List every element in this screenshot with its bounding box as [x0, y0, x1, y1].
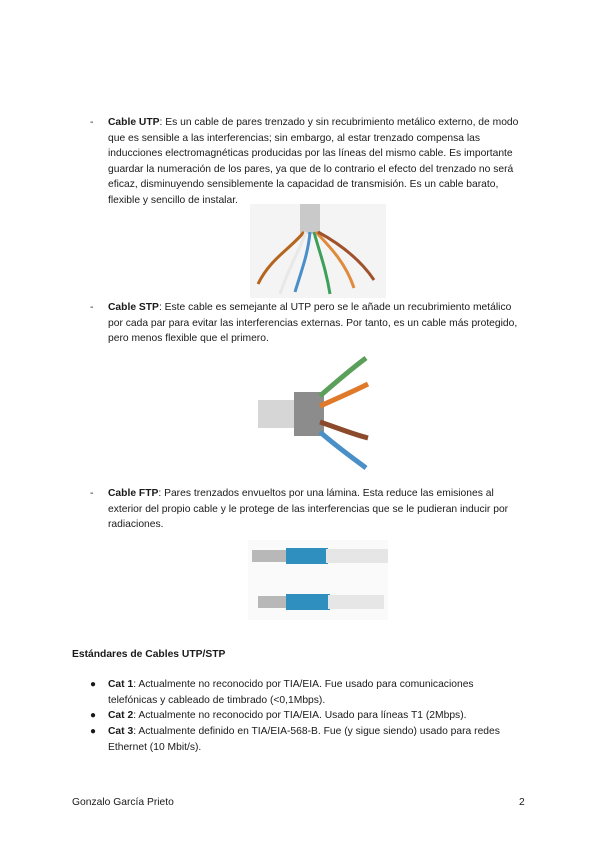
standard-term: Cat 3: [108, 726, 134, 737]
standard-description: : Actualmente no reconocido por TIA/EIA. Fue usado para comunicaciones telefónicas y cableado de timbrado (<0,1Mbps).: [108, 679, 474, 706]
bullet-icon: ●: [90, 679, 97, 690]
utp-description: : Es un cable de pares trenzado y sin recubrimiento metálico externo, de modo que es sensible a las interferencias; sin embargo, al estar trenzado compensa las inducciones electromagnéticas producidas por las líneas del mismo cable. Es importante guardar la numeración de los pares, ya que de lo contrario el efecto del trenzado no será eficaz, disminuyendo sensiblemente la capacidad de transmisión. Es un cable barato, flexible y sencillo de instalar.: [108, 117, 519, 206]
list-dash: -: [90, 488, 94, 499]
standard-item-cat1: [108, 677, 518, 708]
ftp-cable-photo: [248, 540, 388, 620]
page-number: 2: [519, 797, 525, 808]
stp-paragraph: [108, 300, 528, 347]
standard-term: Cat 1: [108, 679, 134, 690]
utp-term: Cable UTP: [108, 117, 160, 128]
list-dash: -: [90, 302, 94, 313]
standard-description: : Actualmente definido en TIA/EIA-568-B. Fue (y sigue siendo) usado para redes Ethernet (10 Mbit/s).: [108, 726, 500, 753]
bullet-icon: ●: [90, 710, 97, 721]
standard-description: : Actualmente no reconocido por TIA/EIA. Usado para líneas T1 (2Mbps).: [133, 710, 467, 721]
standard-item-cat2: [108, 708, 518, 724]
standard-term: Cat 2: [108, 710, 134, 721]
utp-cable-photo: [250, 204, 386, 298]
standard-item-cat3: [108, 724, 518, 755]
ftp-term: Cable FTP: [108, 488, 159, 499]
stp-cable-photo: [258, 352, 373, 474]
ftp-paragraph: [108, 486, 528, 533]
utp-paragraph: [108, 115, 528, 208]
stp-term: Cable STP: [108, 302, 159, 313]
footer-author: Gonzalo García Prieto: [72, 797, 174, 808]
stp-description: : Este cable es semejante al UTP pero se le añade un recubrimiento metálico por cada par para evitar las interferencias externas. Por tanto, es un cable más protegido, pero menos flexible que el primero.: [108, 302, 518, 344]
list-dash: -: [90, 117, 94, 128]
standards-heading: Estándares de Cables UTP/STP: [72, 649, 226, 660]
ftp-description: : Pares trenzados envueltos por una lámina. Esta reduce las emisiones al exterior del propio cable y le protege de las interferencias que se le pudieran inducir por radiaciones.: [108, 488, 509, 530]
bullet-icon: ●: [90, 726, 97, 737]
